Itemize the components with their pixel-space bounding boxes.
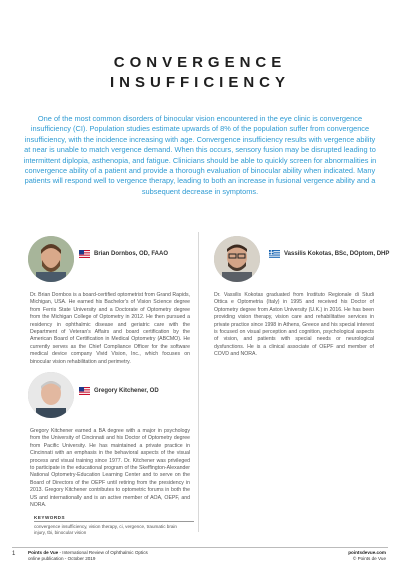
article-title-line-2: INSUFFICIENCY <box>109 74 290 91</box>
publication-info: online publication - October 2019 <box>28 556 96 561</box>
author-3-bio: Gregory Kitchener earned a BA degree with a major in psychology from the University of Cincinnati and his Doctor of Optometry degree from Pacific University. He has maintained a private practice in Cincinnati with an emphasis in the behavioral aspects of the visual process and visual training since 1977. Dr. Kitchener was privileged to participate in the educational program of the Skeffington-Alexander National Optometry-Education Learning Center and to serve on the Board of Directors of the OEPF until retiring from the presidency in 2013. Gregory Kitchener contributes to optometric forums in both the US and internationally and is an active member of AOA, OEPF, and NORA. <box>30 428 190 509</box>
journal-subtitle: - International Review of Ophthalmic Optics <box>58 550 148 555</box>
article-title-line-1: CONVERGENCE <box>113 54 287 71</box>
footer-right <box>348 550 386 562</box>
author-1-photo <box>28 236 74 282</box>
author-3-photo <box>28 372 74 418</box>
footer-journal <box>28 550 148 562</box>
column-divider <box>198 232 199 532</box>
author-2-name: Vassilis Kokotas, BSc, DOptom, DHP <box>284 251 390 257</box>
footer-rule <box>12 547 388 548</box>
us-flag-icon <box>79 387 90 395</box>
greece-flag-icon <box>269 250 280 258</box>
website-link[interactable]: pointsdevue.com <box>348 550 386 555</box>
keywords-text: convergence insufficiency, vision therapy, ci, vergence, traumatic brain injury, tbi, binocular vision <box>34 524 177 535</box>
author-1-name: Brian Dornbos, OD, FAAO <box>94 251 169 257</box>
us-flag-icon <box>79 250 90 258</box>
keywords-heading: KEYWORDS <box>34 515 66 520</box>
author-2-bio: Dr. Vassilis Kokotas graduated from Instituto Regionale di Studi Ottica e Optometria (Italy) in 1995 and received his Doctor of Optometry degree from Aston University (U.K.) in 2016. He has been providing vision therapy, vision care and rehabilitative services in private practice since 1998 in Athens, Greece and his special interest is focused on visual perception and cognition, psychological aspects of vision, and patients with special needs or neurological dysfunctions. He is a clinical associate of OEPF and member of COVD and NORA. <box>214 292 374 358</box>
journal-name: Points de Vue <box>28 550 59 555</box>
intro-paragraph: One of the most common disorders of binocular vision encountered in the eye clinic is convergence insufficiency (CI). Population studies estimate upwards of 8% of the population suffer from convergence insufficiency, with the incidence increasing with age. Convergence insufficiency results with vergence ability at near is unable to match vergence demand. When this occurs, sensory fusion may be disrupted leading to intermittent diplopia, asthenopia, and fatigue. Clinicians should be able to quickly screen for abnormalities in convergence ability of a patient and provide a thorough evaluation of binocular ability when indicated. Many patients will respond well to vergence therapy, leading to both an increase in fusional vergence ability and a subsequent decrease in symptoms. <box>23 114 377 196</box>
author-3-name: Gregory Kitchener, OD <box>94 388 159 394</box>
copyright: © Points de Vue <box>352 556 386 561</box>
author-2-photo <box>214 236 260 282</box>
author-1-bio: Dr. Brian Dornbos is a board-certified optometrist from Grand Rapids, Michigan, USA. He earned his Bachelor's of Vision Science degree from Ferris State University and a Doctorate of Optometry degree from the Michigan College of Optometry in 2012. He then pursued a residency in ophthalmic disease and geriatric care with the Department of Veteran's Affairs and board certification by the American Board of Certification in Medical Optometry (ABCMO). He currently serves as the Chief Compliance Officer for the software medical device company Vivid Vision, Inc., which focuses on binocular vision rehabilitation and perimetry. <box>30 292 190 365</box>
keywords-rule <box>34 521 194 522</box>
page-number: 1 <box>12 551 16 557</box>
